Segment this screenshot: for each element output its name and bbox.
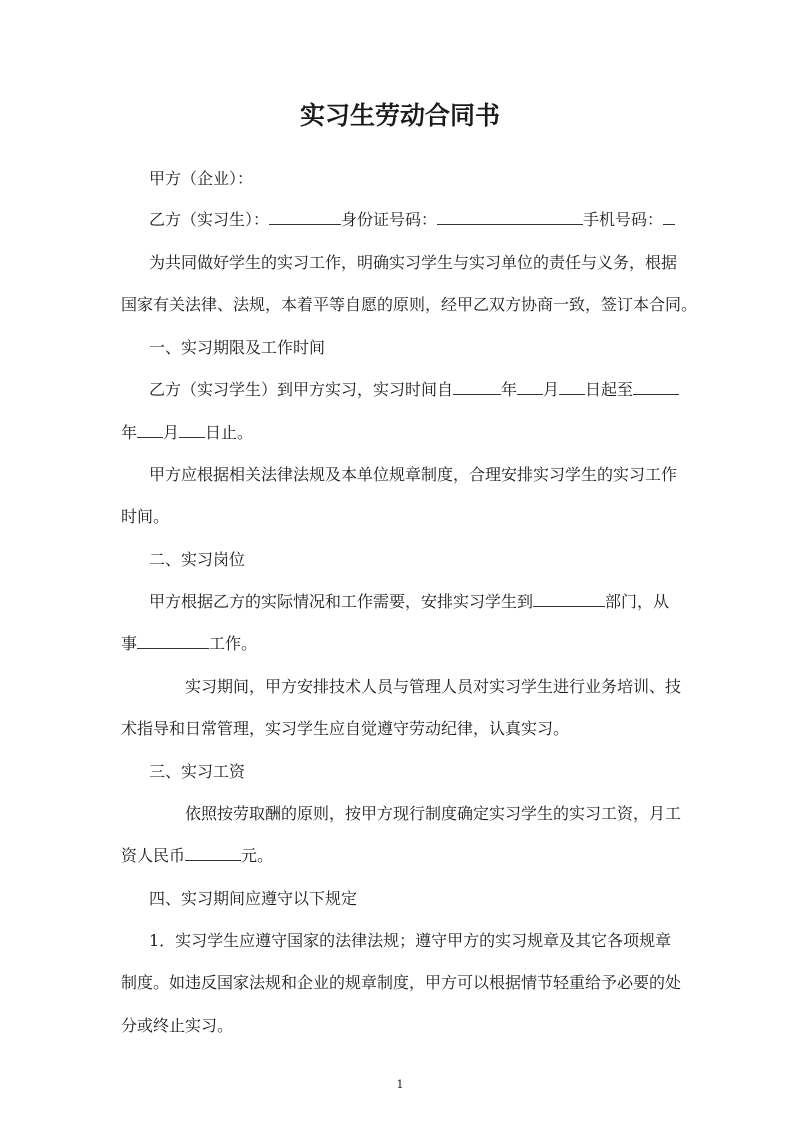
intro-line-2: 国家有关法律、法规，本着平等自愿的原则，经甲乙双方协商一致，签订本合同。	[121, 295, 698, 314]
party-b-label: 乙方（实习生）：	[149, 210, 270, 229]
department-blank	[533, 592, 605, 607]
section1-heading: 一、实习期限及工作时间	[149, 338, 326, 357]
job-suffix: 工作。	[209, 634, 258, 653]
hours-line-2: 时间。	[121, 507, 170, 526]
end-day-blank	[179, 423, 205, 438]
period-line-1	[149, 380, 679, 400]
start-year-blank	[453, 380, 501, 395]
start-day-blank	[559, 380, 585, 395]
post-line-2	[121, 634, 257, 654]
document-title: 实习生劳动合同书	[299, 101, 500, 130]
phone-blank	[663, 210, 675, 225]
period-text: 乙方（实习学生）到甲方实习，实习时间自	[149, 380, 454, 399]
party-b-line	[149, 210, 675, 230]
period-line-2	[121, 423, 253, 443]
post-text: 甲方根据乙方的实际情况和工作需要，安排实习学生到	[149, 592, 534, 611]
page-number: 1	[396, 1078, 404, 1091]
name-blank	[269, 210, 341, 225]
job-blank	[137, 634, 209, 649]
end-month-blank	[137, 423, 163, 438]
id-blank	[437, 210, 583, 225]
post-line-1	[149, 592, 669, 612]
rule1-line-3: 分或终止实习。	[121, 1016, 234, 1035]
wage-line-1: 依照按劳取酬的原则，按甲方现行制度确定实习学生的实习工资，月工	[185, 804, 682, 823]
wage-line-2	[121, 846, 273, 866]
start-month-blank	[517, 380, 543, 395]
wage-blank	[185, 846, 241, 861]
section3-heading: 三、实习工资	[149, 762, 246, 781]
section2-heading: 二、实习岗位	[149, 550, 246, 569]
section4-heading: 四、实习期间应遵守以下规定	[149, 889, 358, 908]
phone-label: 手机号码：	[583, 210, 664, 229]
day-from-label: 日起至	[585, 380, 634, 399]
month-label: 月	[163, 423, 180, 442]
rule1-line-2: 制度。如违反国家法规和企业的规章制度，甲方可以根据情节轻重给予必要的处	[121, 973, 682, 992]
month-label: 月	[543, 380, 560, 399]
year-label: 年	[121, 423, 138, 442]
wage-suffix: 元。	[241, 846, 274, 865]
party-a-label: 甲方（企业）：	[149, 169, 254, 188]
training-line-2: 术指导和日常管理，实习学生应自觉遵守劳动纪律，认真实习。	[121, 719, 570, 738]
end-year-blank	[633, 380, 679, 395]
training-line-1: 实习期间，甲方安排技术人员与管理人员对实习学生进行业务培训、技	[185, 677, 682, 696]
rule1-line-1: 1．实习学生应遵守国家的法律法规；遵守甲方的实习规章及其它各项规章	[149, 931, 672, 950]
hours-line-1: 甲方应根据相关法律法规及本单位规章制度，合理安排实习学生的实习工作	[149, 465, 678, 484]
post-prefix: 事	[121, 634, 138, 653]
id-label: 身份证号码：	[341, 210, 438, 229]
day-to-label: 日止。	[205, 423, 254, 442]
wage-prefix: 资人民币	[121, 846, 186, 865]
intro-line-1: 为共同做好学生的实习工作，明确实习学生与实习单位的责任与义务，根据	[149, 253, 678, 272]
year-label: 年	[501, 380, 518, 399]
department-suffix: 部门，从	[605, 592, 670, 611]
